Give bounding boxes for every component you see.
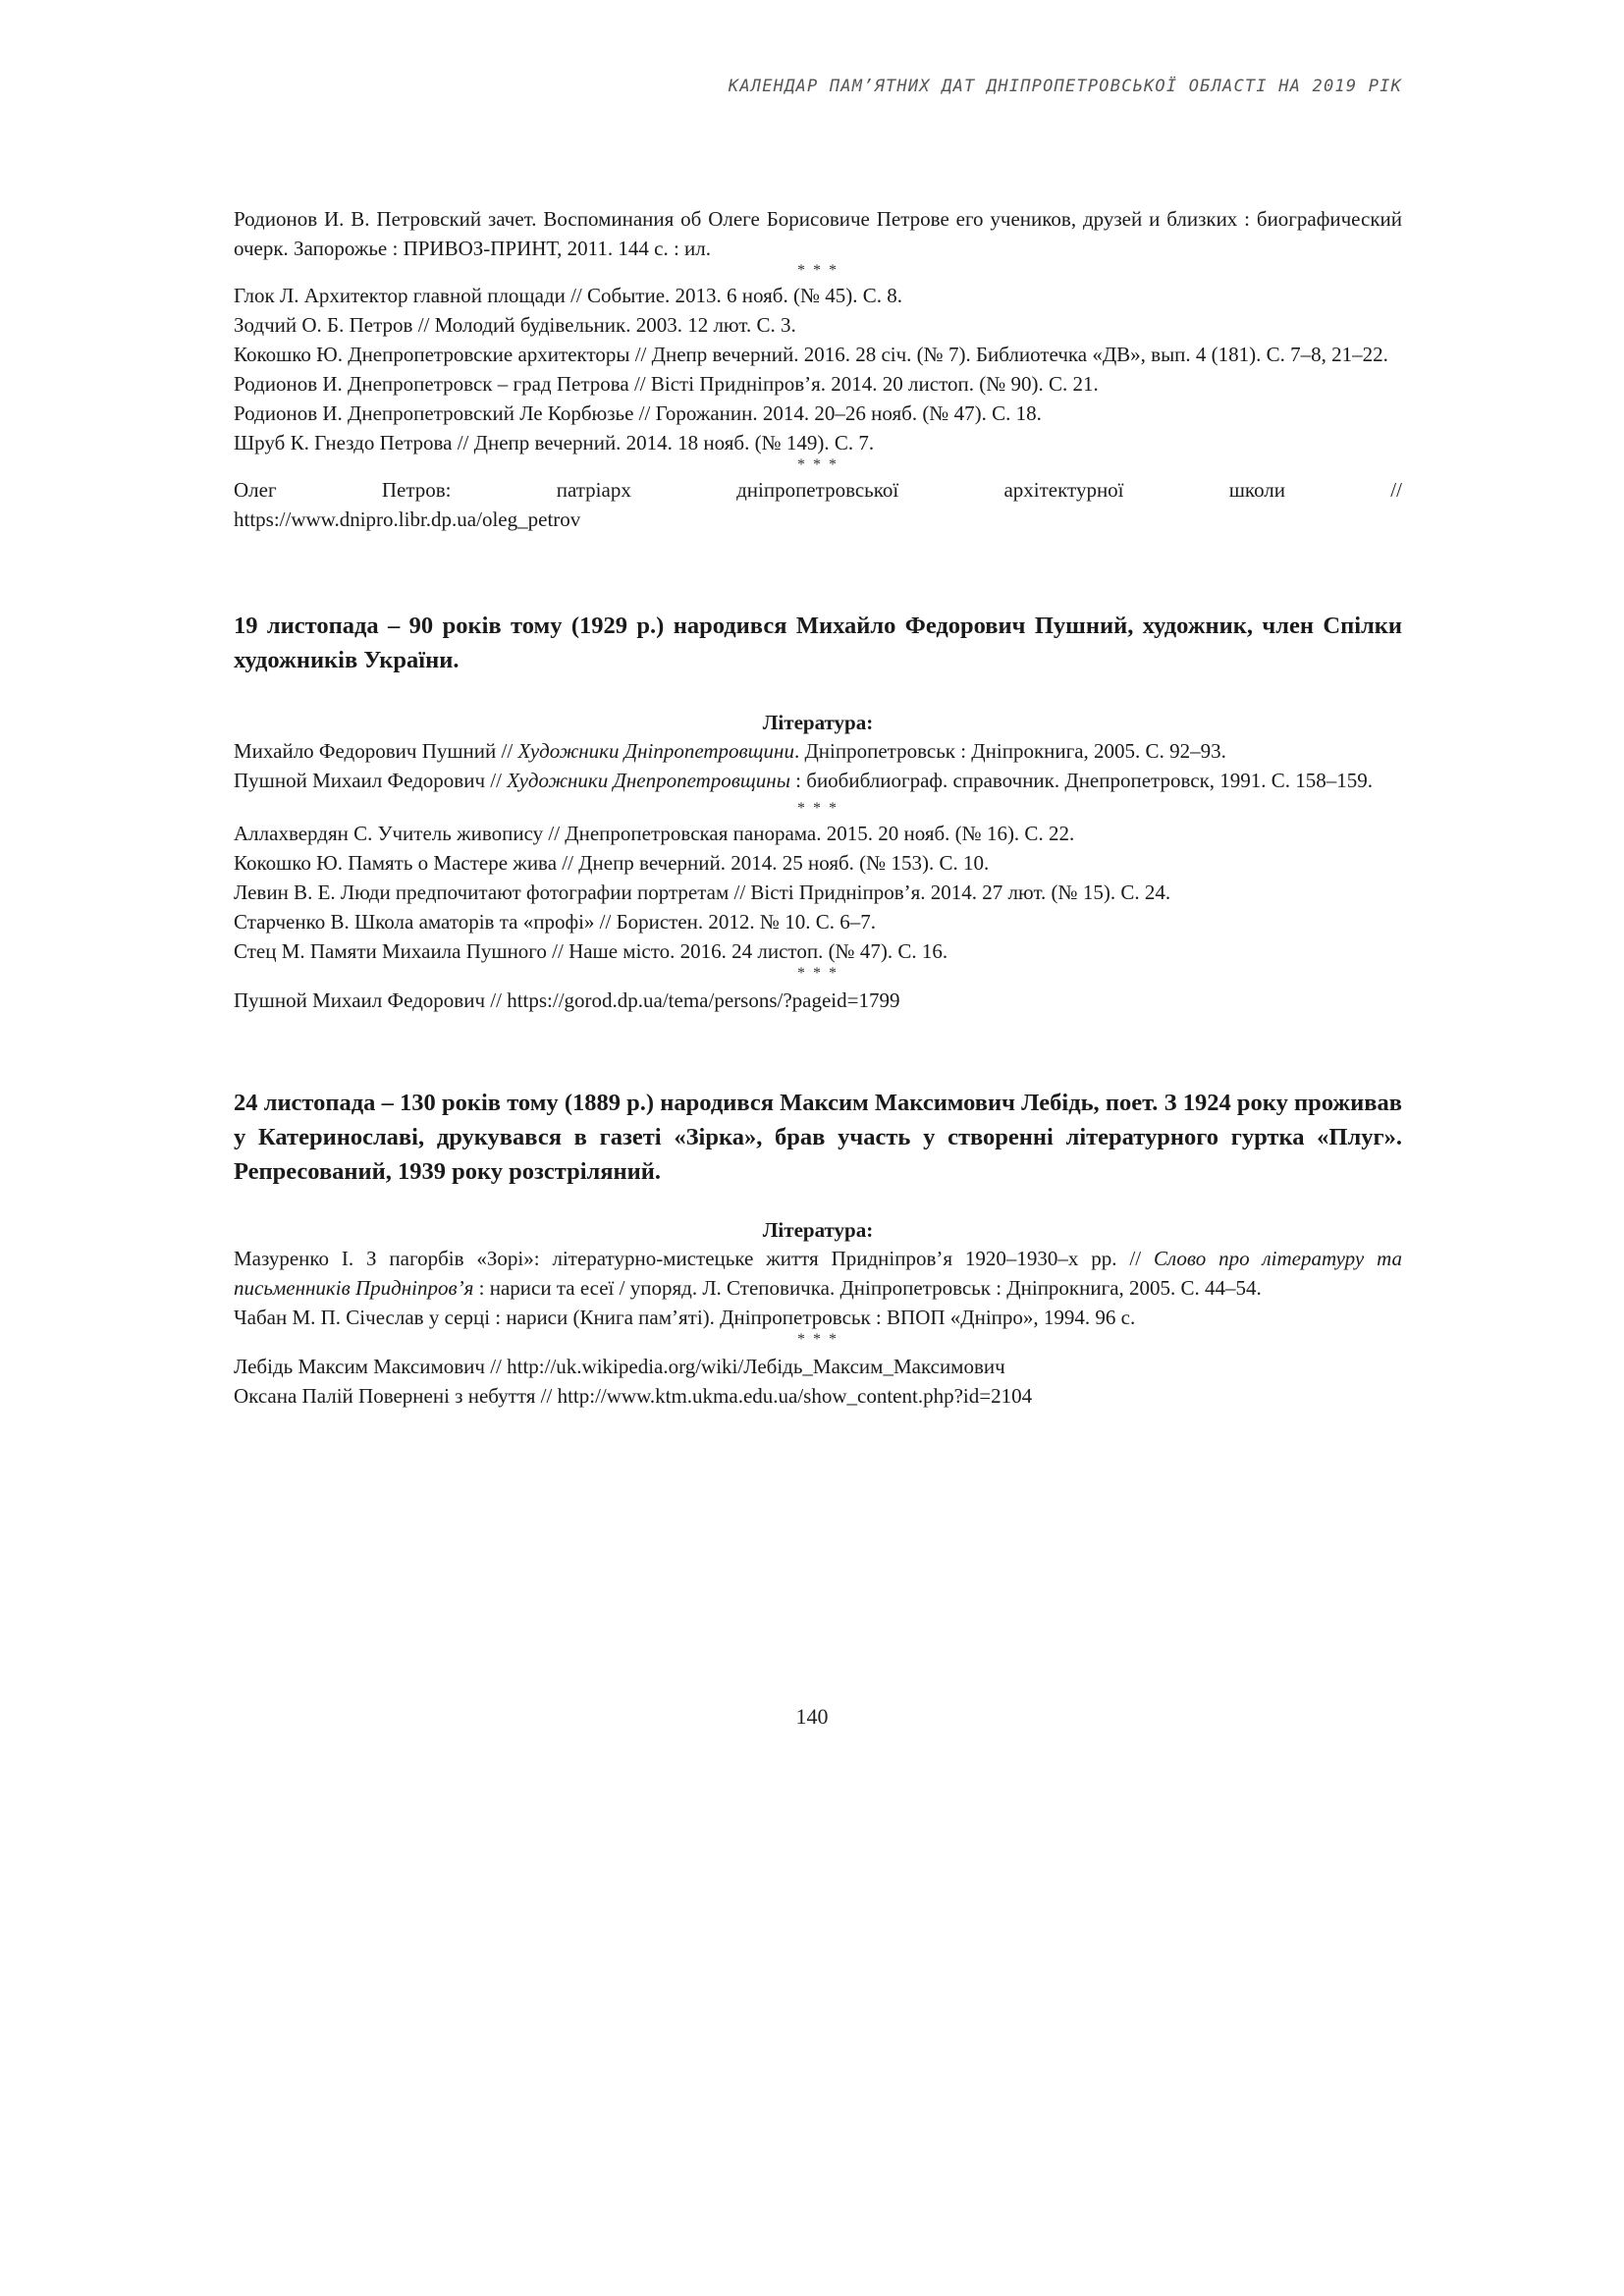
bibliography-entry: Родионов И. В. Петровский зачет. Воспоминания об Олеге Борисовиче Петрове его учеников, друзей и близких : биографический очерк. Запорожье : ПРИВОЗ-ПРИНТ, 2011. 144 с. : ил. [234,207,1402,260]
web-word: школи [1228,478,1286,502]
web-link[interactable]: Пушной Михаил Федорович // https://gorod.dp.ua/tema/persons/?pageid=1799 [234,988,900,1012]
bibliography-entry: Кокошко Ю. Днепропетровские архитекторы // Днепр вечерний. 2016. 28 січ. (№ 7). Библиотечка «ДВ», вып. 4 (181). С. 7–8, 21–22. [234,343,1388,366]
bibliography-entry: Левин В. Е. Люди предпочитают фотографии портретам // Вісті Придніпров’я. 2014. 27 лют. (№ 15). С. 24. [234,881,1171,904]
separator-stars: * * * [797,965,839,982]
bibliography-entry: Михайло Федорович Пушний // Художники Дніпропетровщини. Дніпропетровськ : Дніпрокнига, 2005. С. 92–93. [234,739,1226,763]
web-link[interactable]: Оксана Палій Повернені з небуття // http://www.ktm.ukma.edu.ua/show_content.php?id=2104 [234,1384,1033,1408]
web-word: // [1390,478,1402,502]
bibliography-entry: Мазуренко І. З пагорбів «Зорі»: літературно-мистецьке життя Придніпров’я 1920–1930–х рр. // Слово про літературу та письменників Придніпров’я : нариси та есеї / упоряд. Л. Степовичка. Дніпропетровськ : Дніпрокнига, 2005. С. 44–54. [234,1247,1403,1300]
web-word: дніпропетровської [736,478,899,502]
bibliography-entry: Глок Л. Архитектор главной площади // Событие. 2013. 6 нояб. (№ 45). С. 8. [234,284,903,307]
separator-stars: * * * [797,262,839,279]
separator-stars: * * * [797,1331,839,1348]
web-word: Петров: [381,478,452,502]
web-word: патріарх [556,478,631,502]
web-word: архітектурної [1003,478,1124,502]
lebid-section [234,1086,1402,1411]
web-resource-title [234,475,1402,505]
page-number: 140 [795,1704,829,1729]
literature-title: Література: [762,1218,874,1242]
web-link[interactable]: Лебідь Максим Максимович // http://uk.wikipedia.org/wiki/Лебідь_Максим_Максимович [234,1355,1005,1378]
bibliography-entry: Чабан М. П. Січеслав у серці : нариси (Книга пам’яті). Дніпропетровськ : ВПОП «Дніпро», 1994. 96 с. [234,1306,1136,1329]
bibliography-entry: Кокошко Ю. Память о Мастере жива // Днепр вечерний. 2014. 25 нояб. (№ 153). С. 10. [234,851,990,875]
pushnyi-section [234,609,1402,1015]
bibliography-entry: Шруб К. Гнездо Петрова // Днепр вечерний. 2014. 18 нояб. (№ 149). С. 7. [234,431,875,454]
petrov-bibliography [234,204,1402,534]
bibliography-entry: Зодчий О. Б. Петров // Молодий будівельник. 2003. 12 лют. С. 3. [234,313,796,337]
web-word: Олег [234,478,277,502]
bibliography-entry: Старченко В. Школа аматорів та «профі» // Бористен. 2012. № 10. С. 6–7. [234,910,876,934]
bibliography-entry: Стец М. Памяти Михаила Пушного // Наше місто. 2016. 24 листоп. (№ 47). С. 16. [234,939,948,963]
page-content [234,204,1402,1411]
separator-stars: * * * [797,456,839,473]
web-link[interactable]: https://www.dnipro.libr.dp.ua/oleg_petrov [234,507,581,531]
separator-stars: * * * [797,800,839,817]
bibliography-entry: Родионов И. Днепропетровский Ле Корбюзье // Горожанин. 2014. 20–26 нояб. (№ 47). С. 18. [234,401,1042,425]
literature-title: Література: [762,711,874,734]
bibliography-entry: Пушной Михаил Федорович // Художники Днепропетровщины : биобиблиограф. справочник. Днепропетровск, 1991. С. 158–159. [234,769,1374,792]
section-heading: 19 листопада – 90 років тому (1929 р.) народився Михайло Федорович Пушний, художник, член Спілки художників України. [234,613,1402,673]
bibliography-entry: Родионов И. Днепропетровск – град Петрова // Вісті Придніпров’я. 2014. 20 листоп. (№ 90). С. 21. [234,372,1099,396]
bibliography-entry: Аллахвердян С. Учитель живопису // Днепропетровская панорама. 2015. 20 нояб. (№ 16). С. 22. [234,822,1075,845]
running-header: КАЛЕНДАР ПАМ’ЯТНИХ ДАТ ДНІПРОПЕТРОВСЬКОЇ ОБЛАСТІ НА 2019 РІК [728,77,1402,96]
section-heading: 24 листопада – 130 років тому (1889 р.) народився Максим Максимович Лебідь, поет. З 1924 року проживав у Катеринославі, друкувався в газеті «Зірка», брав участь у створенні літературного гуртка «Плуг». Репресований, 1939 року розстріляний. [234,1090,1402,1185]
